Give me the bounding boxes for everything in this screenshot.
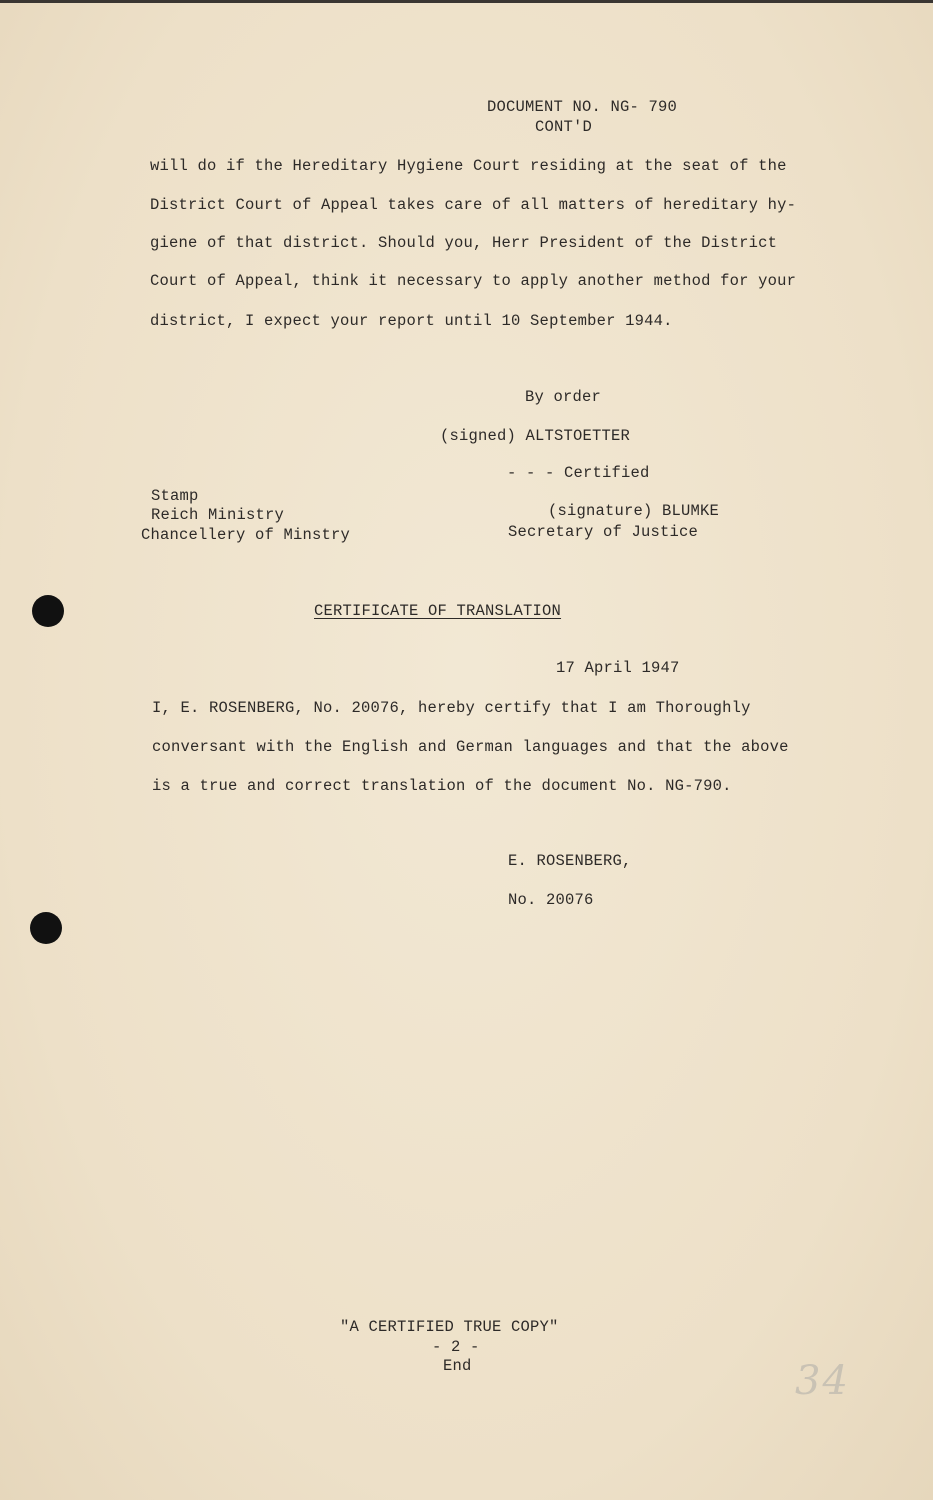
- secretary-title: Secretary of Justice: [508, 523, 699, 541]
- body-line: will do if the Hereditary Hygiene Court residing at the seat of the: [150, 157, 787, 175]
- body-line: District Court of Appeal takes care of all matters of hereditary hy-: [150, 196, 797, 214]
- certified-copy: "A CERTIFIED TRUE COPY": [340, 1318, 559, 1336]
- translator-name: E. ROSENBERG,: [508, 852, 632, 870]
- certificate-line: is a true and correct translation of the document No. NG-790.: [152, 777, 732, 795]
- stamp-ministry: Reich Ministry: [151, 506, 285, 524]
- end-label: End: [443, 1357, 472, 1375]
- stamp-label: Stamp: [151, 487, 199, 505]
- certificate-date: 17 April 1947: [556, 659, 680, 677]
- body-line: giene of that district. Should you, Herr President of the District: [150, 234, 778, 252]
- certificate-line: conversant with the English and German languages and that the above: [152, 738, 789, 756]
- document-number: DOCUMENT NO. NG- 790: [487, 98, 678, 116]
- signed-altstoetter: (signed) ALTSTOETTER: [440, 427, 631, 445]
- stamp-chancellery: Chancellery of Minstry: [141, 526, 351, 544]
- continued-label: CONT'D: [535, 118, 593, 136]
- body-line: district, I expect your report until 10 September 1944.: [150, 312, 673, 330]
- page-number: - 2 -: [432, 1338, 480, 1356]
- certified-label: - - - Certified: [507, 464, 650, 482]
- body-line: Court of Appeal, think it necessary to apply another method for your: [150, 272, 797, 290]
- translator-number: No. 20076: [508, 891, 594, 909]
- certificate-heading: CERTIFICATE OF TRANSLATION: [314, 602, 562, 620]
- punch-hole: [30, 912, 62, 944]
- pencil-page-mark: 34: [795, 1358, 850, 1404]
- by-order: By order: [525, 388, 602, 406]
- signature-blumke: (signature) BLUMKE: [548, 502, 720, 520]
- certificate-line: I, E. ROSENBERG, No. 20076, hereby certify that I am Thoroughly: [152, 699, 751, 717]
- top-border: [0, 0, 933, 3]
- punch-hole: [32, 595, 64, 627]
